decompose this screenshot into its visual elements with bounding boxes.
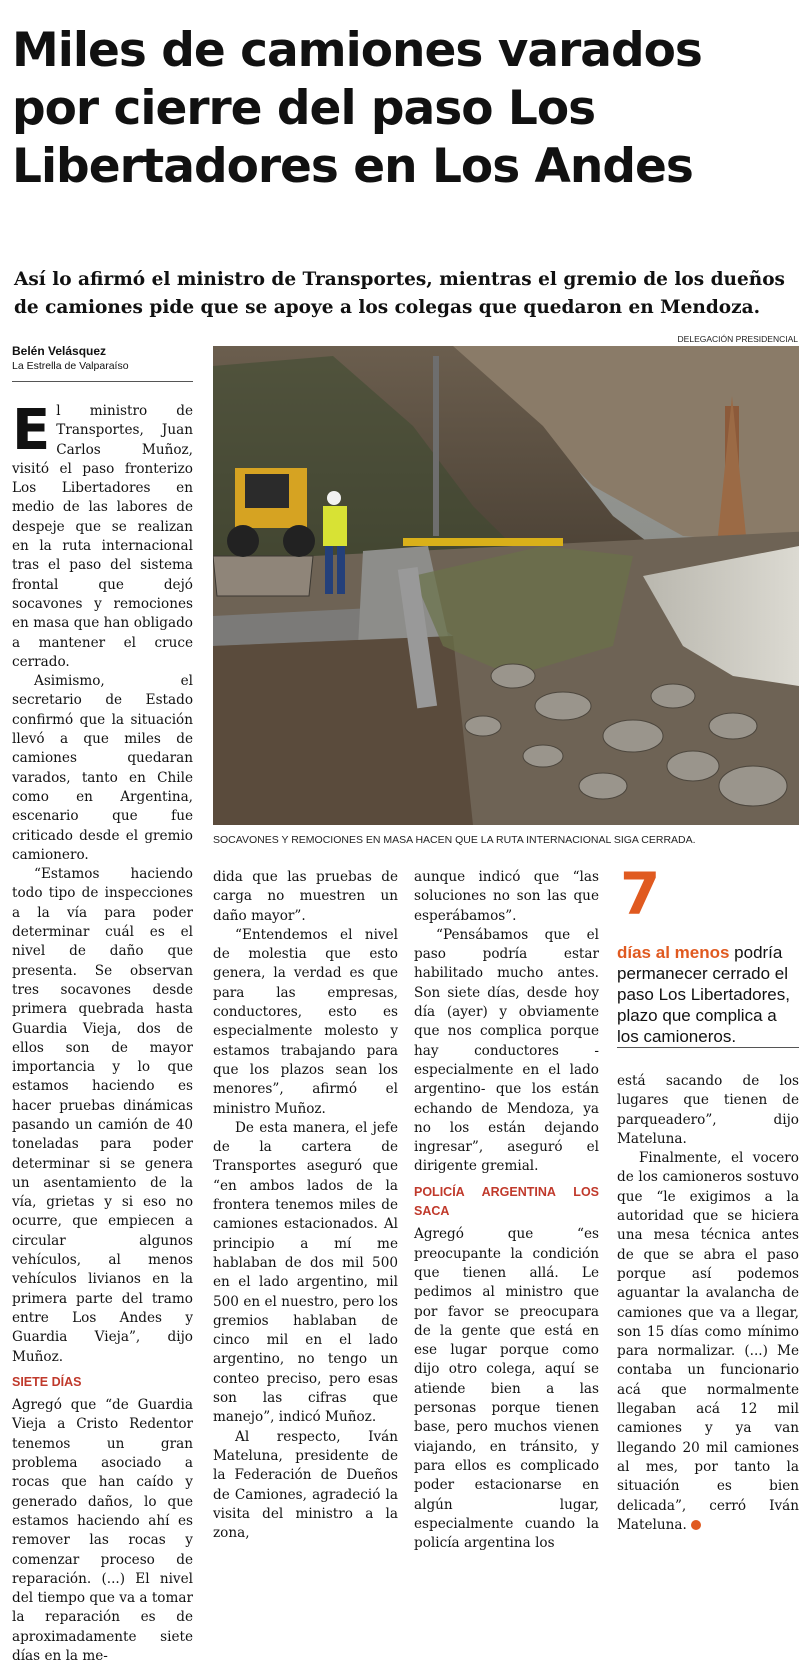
headline [12, 22, 802, 196]
callout-number: 7 [620, 860, 661, 928]
article-paragraph [12, 398, 193, 672]
subheading-policia: POLICÍA ARGENTINA LOS SACA [414, 1184, 599, 1219]
article-paragraph: “Entendemos el nivel de molestia que esto genera, la verdad es que para las empresas, conductores, esto es especialmente molesto y estamos trabajando para que los plazos sean los menores”, afirmó el ministro Muñoz. [213, 926, 398, 1117]
article-paragraph: Agregó que “de Guardia Vieja a Cristo Redentor tenemos un gran problema asociado a rocas que han caído y generado daños, lo que estamos haciendo ahí es remover las rocas y comenzar proceso de reparación. (...) El nivel del tiempo que va a tomar la reparación es de aproximadamente siete días en la me- [12, 1397, 193, 1664]
lede [14, 266, 800, 322]
paragraph-text: l ministro de Transportes, Juan Carlos Muñoz, visitó el paso fronterizo Los Libertadores en medio de las labores de despeje que se realizan en la ruta internacional tras el paso del sistema frontal que dejó socavones y remociones en masa que han obligado a mantener el cruce cerrado. [12, 403, 193, 670]
headline-line-3: Libertadores en Los Andes [12, 139, 693, 194]
byline-author: Belén Velásquez [12, 344, 107, 358]
article-paragraph: está sacando de los lugares que tienen de parqueadero”, dijo Mateluna. [617, 1073, 799, 1147]
article-paragraph: Al respecto, Iván Mateluna, presidente de la Federación de Dueños de Camiones, agradeció la visita del ministro a la zona, [213, 1428, 398, 1542]
lede-line-2: de camiones pide que se apoye a los colegas que quedaron en Mendoza. [14, 297, 761, 318]
photo-credit: DELEGACIÓN PRESIDENCIAL [677, 334, 798, 344]
article-paragraph: aunque indicó que “las soluciones no son las que esperábamos”. [414, 869, 599, 924]
dropcap: E [12, 398, 51, 463]
article-column-2 [213, 868, 398, 1543]
article-photo [213, 346, 799, 825]
callout-rule [617, 1047, 799, 1048]
article-column-1 [12, 398, 193, 1666]
article-column-3 [414, 868, 599, 1553]
callout-bold: días al menos [617, 943, 730, 962]
article-column-4 [617, 1072, 799, 1535]
article-paragraph: Agregó que “es preocupante la condición que tienen allá. Le pedimos al ministro que por favor se preocupara de la gente que está en ese lugar porque como dijo otro colega, aquí se atiende bien a las personas porque tienen base, pero muchos vienen viajando, en tránsito, y para ellos es complicado poder estacionarse en algún lugar, especialmente cuando la policía argentina los [414, 1226, 599, 1552]
road-damage-photo [213, 346, 799, 825]
article-paragraph: “Pensábamos que el paso podría estar habilitado mucho antes. Son siete días, desde hoy día (ayer) y obviamente que nos complica porque hay conductores -especialmente en el lado argentino- que los están echando de Mendoza, ya no los están dejando ingresar”, aseguró el dirigente gremial. [414, 926, 599, 1175]
subheading-siete-dias: SIETE DÍAS [12, 1374, 82, 1389]
article-paragraph: De esta manera, el jefe de la cartera de Transportes aseguró que “en ambos lados de la frontera tenemos miles de camiones estacionados. Al principio a mí me hablaban de dos mil 500 en el lado argentino, mil 500 en el nuestro, pero los gremios hablaban de cinco mil en el lado argentino, no tengo un conteo preciso, pero esas son las cifras que manejo”, indicó Muñoz. [213, 1119, 398, 1426]
headline-line-1: Miles de camiones varados [12, 23, 702, 78]
lede-line-1: Así lo afirmó el ministro de Transportes, mientras el gremio de los dueños [14, 269, 785, 290]
article-paragraph: Asimismo, el secretario de Estado confirmó que la situación llevó a que miles de camiones quedaran varados, tanto en Chile como en Argentina, escenario que fue criticado desde el gremio camionero. [12, 673, 193, 863]
article-paragraph: dida que las pruebas de carga no muestren un daño mayor”. [213, 869, 398, 924]
byline-outlet: La Estrella de Valparaíso [12, 360, 129, 372]
callout-text [617, 942, 803, 1047]
end-of-article-icon [691, 1520, 701, 1530]
byline-rule [12, 381, 193, 382]
callout-rest: podría permanecer cerrado el paso Los Libertadores, plazo que complica a los camioneros. [617, 943, 790, 1046]
article-paragraph [617, 1149, 799, 1535]
article-paragraph: “Estamos haciendo todo tipo de inspecciones a la vía para poder determinar cuál es el nivel de daño que presenta. Se observan tres socavones desde primera quebrada hasta Guardia Vieja, dos de ellos son de mayor importancia y lo que estamos haciendo es hacer pruebas dinámicas pasando un camión de 40 toneladas para poder determinar si se genera un asentamiento de la vía, grietas y si eso no ocurre, que empiecen a circular algunos vehículos, al menos vehículos livianos en la primera parte del tramo entre Los Andes y Guardia Vieja”, dijo Muñoz. [12, 866, 193, 1365]
photo-caption: SOCAVONES Y REMOCIONES EN MASA HACEN QUE LA RUTA INTERNACIONAL SIGA CERRADA. [213, 834, 696, 846]
paragraph-text: Finalmente, el vocero de los camioneros sostuvo que “le exigimos a la autoridad que se hiciera una mesa técnica antes de que se abra el paso porque así podemos aguantar la avalancha de camiones que va a llegar, son 15 días como mínimo para normalizar. (...) Me contaba un funcionario acá que normalmente llegaban acá 12 mil camiones y ya van llegando 20 mil camiones al mes, por tanto la situación es bien delicada”, cerró Iván Mateluna. [617, 1150, 799, 1533]
headline-line-2: por cierre del paso Los [12, 81, 596, 136]
